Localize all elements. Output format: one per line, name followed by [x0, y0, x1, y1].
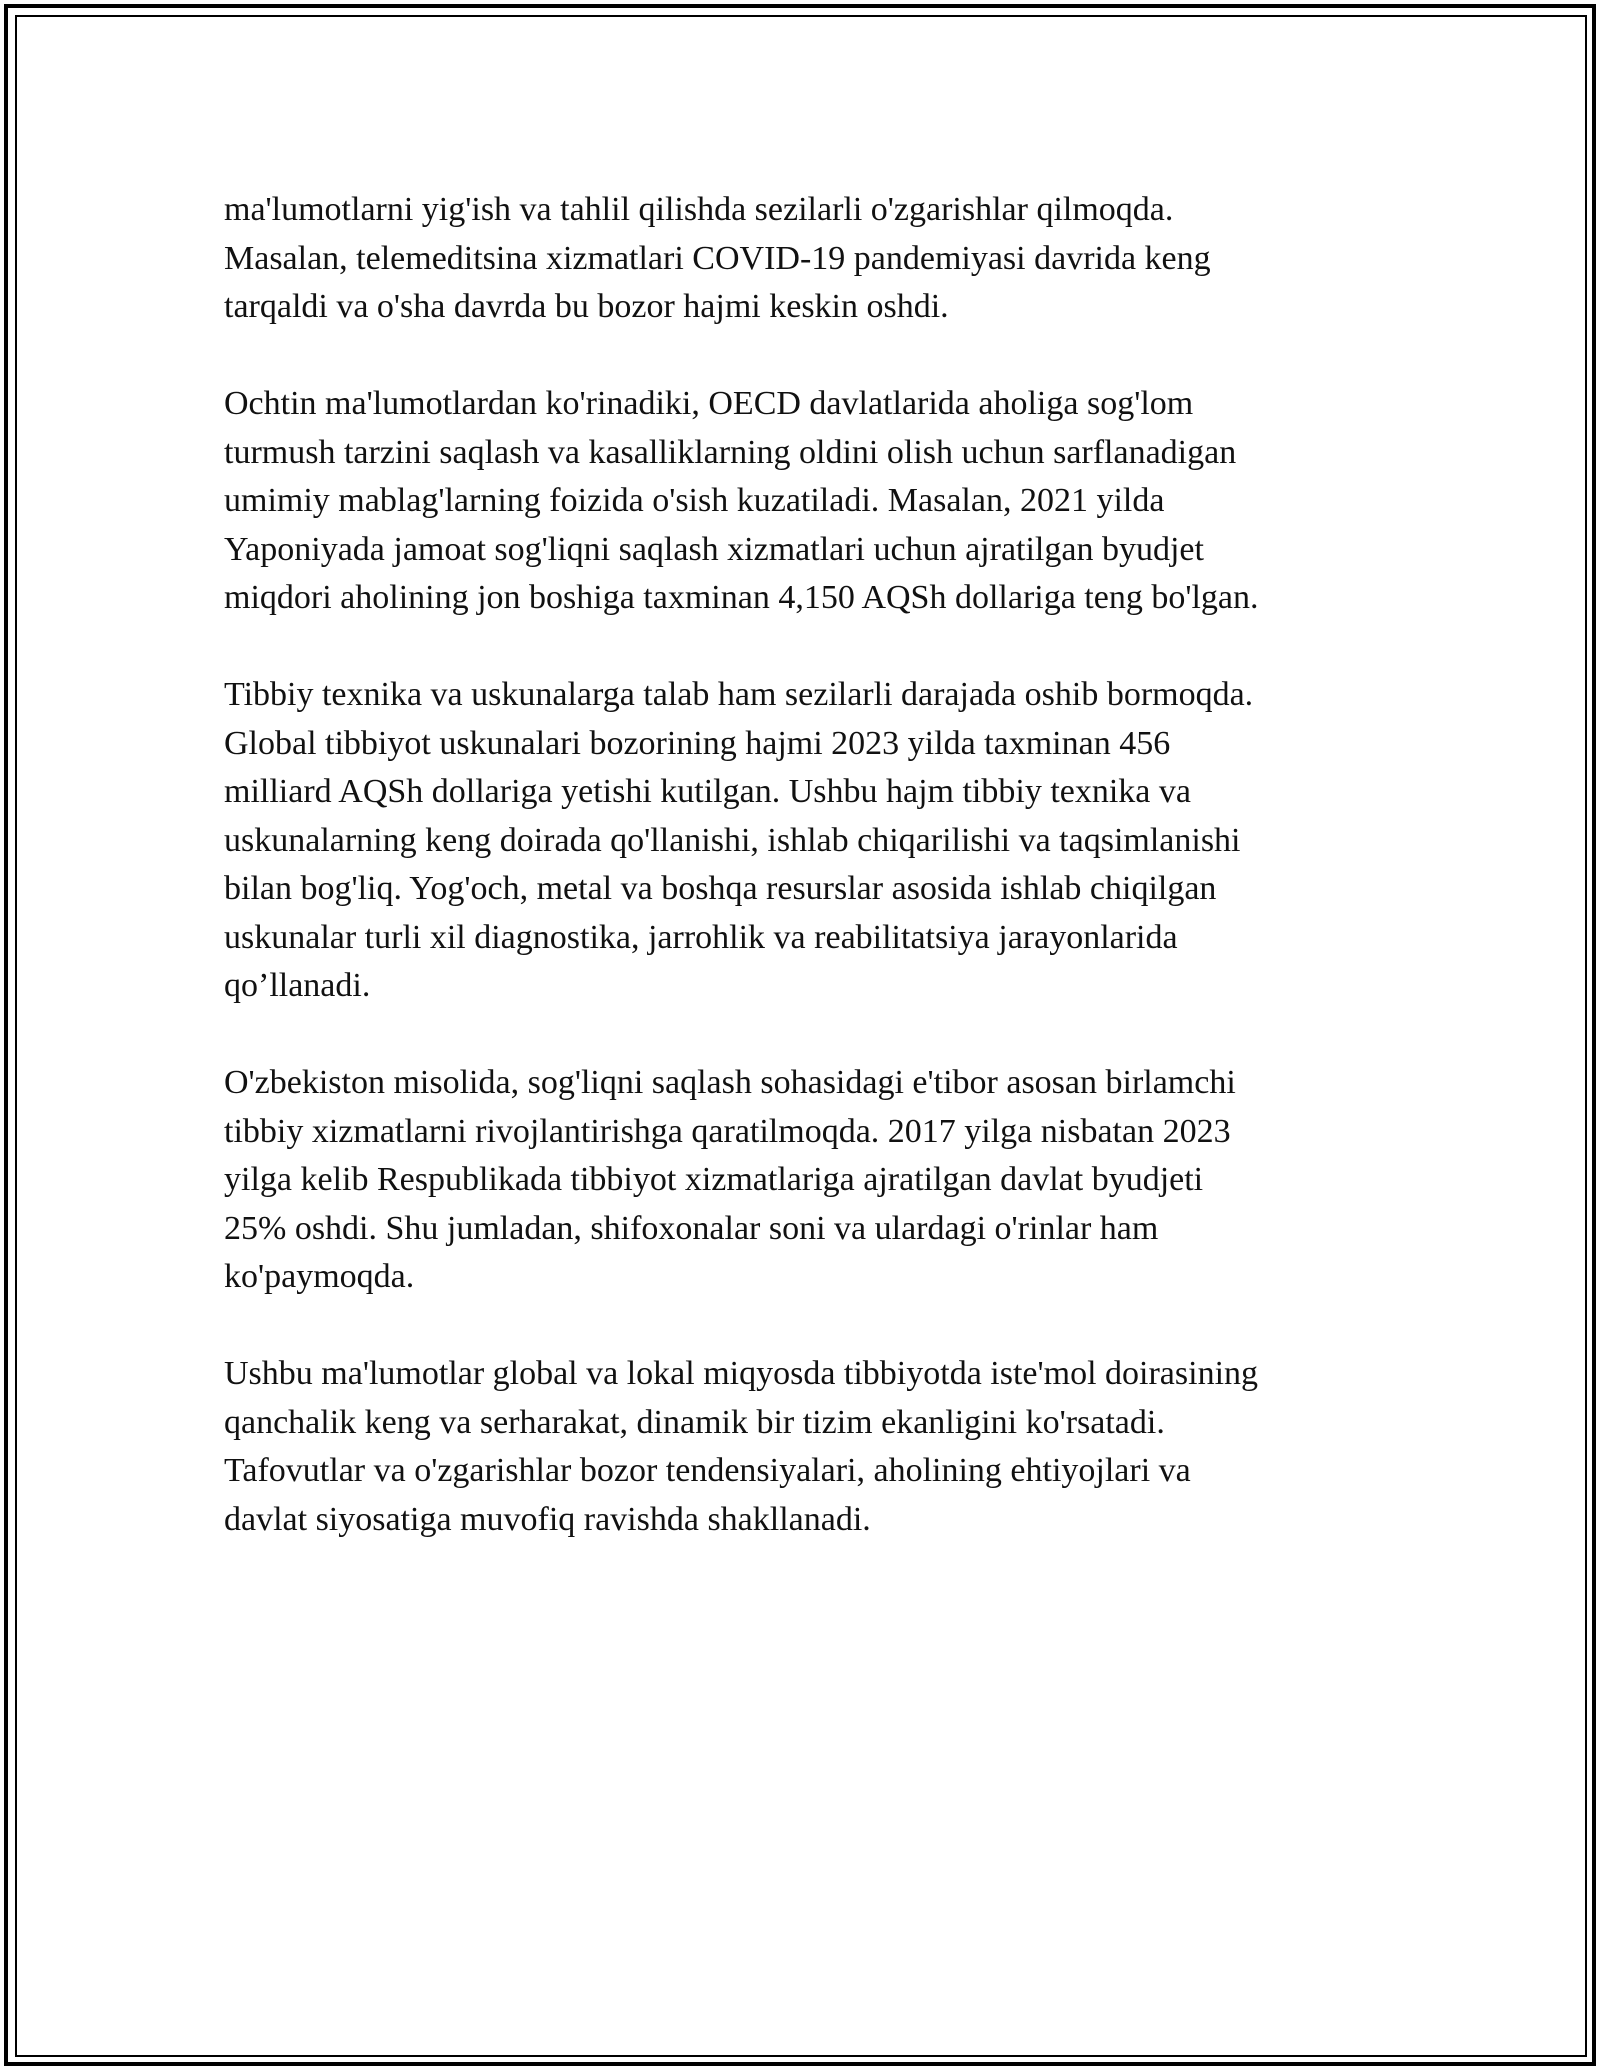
- text-line: Global tibbiyot uskunalari bozorining hajmi 2023 yilda taxminan 456: [224, 724, 1171, 762]
- text-line: milliard AQSh dollariga yetishi kutilgan. Ushbu hajm tibbiy texnika va: [224, 773, 1191, 810]
- text-line: uskunalar turli xil diagnostika, jarrohlik va reabilitatsiya jarayonlarida: [224, 918, 1178, 956]
- text-line: bilan bog'liq. Yog'och, metal va boshqa resurslar asosida ishlab chiqilgan: [224, 870, 1217, 907]
- text-line: tibbiy xizmatlarni rivojlantirishga qaratilmoqda. 2017 yilga nisbatan 2023: [224, 1112, 1231, 1150]
- text-line: miqdori aholining jon boshiga taxminan 4,150 AQSh dollariga teng bo'lgan.: [224, 579, 1259, 616]
- text-line: qanchalik keng va serharakat, dinamik bir tizim ekanligini ko'rsatadi.: [224, 1403, 1165, 1441]
- text-line: Tibbiy texnika va uskunalarga talab ham sezilarli darajada oshib bormoqda.: [224, 676, 1254, 713]
- text-line: Masalan, telemeditsina xizmatlari COVID-19 pandemiyasi davrida keng: [224, 239, 1211, 277]
- text-line: ko'paymoqda.: [224, 1258, 415, 1295]
- paragraph-2: [224, 380, 1364, 623]
- text-line: ma'lumotlarni yig'ish va tahlil qilishda sezilarli o'zgarishlar qilmoqda.: [224, 191, 1174, 228]
- text-line: yilga kelib Respublikada tibbiyot xizmatlariga ajratilgan davlat byudjeti: [224, 1161, 1204, 1198]
- text-line: tarqaldi va o'sha davrda bu bozor hajmi keskin oshdi.: [224, 288, 949, 325]
- text-line: 25% oshdi. Shu jumladan, shifoxonalar soni va ulardagi o'rinlar ham: [224, 1209, 1159, 1247]
- text-line: O'zbekiston misolida, sog'liqni saqlash sohasidagi e'tibor asosan birlamchi: [224, 1064, 1236, 1101]
- paragraph-5: [224, 1350, 1364, 1544]
- text-line: Ushbu ma'lumotlar global va lokal miqyosda tibbiyotda iste'mol doirasining: [224, 1355, 1259, 1392]
- text-line: Yaponiyada jamoat sog'liqni saqlash xizmatlari uchun ajratilgan byudjet: [224, 530, 1204, 568]
- paragraph-4: [224, 1059, 1364, 1302]
- text-line: davlat siyosatiga muvofiq ravishda shakllanadi.: [224, 1500, 871, 1538]
- text-line: turmush tarzini saqlash va kasalliklarning oldini olish uchun sarflanadigan: [224, 433, 1237, 471]
- document-body: [224, 186, 1364, 1593]
- paragraph-1: [224, 186, 1364, 332]
- text-line: uskunalarning keng doirada qo'llanishi, ishlab chiqarilishi va taqsimlanishi: [224, 821, 1241, 859]
- text-line: Ochtin ma'lumotlardan ko'rinadiki, OECD davlatlarida aholiga sog'lom: [224, 385, 1194, 422]
- text-line: Tafovutlar va o'zgarishlar bozor tendensiyalari, aholining ehtiyojlari va: [224, 1452, 1191, 1489]
- paragraph-3: [224, 671, 1364, 1011]
- text-line: umimiy mablag'larning foizida o'sish kuzatiladi. Masalan, 2021 yilda: [224, 482, 1165, 519]
- text-line: qo’llanadi.: [224, 967, 371, 1004]
